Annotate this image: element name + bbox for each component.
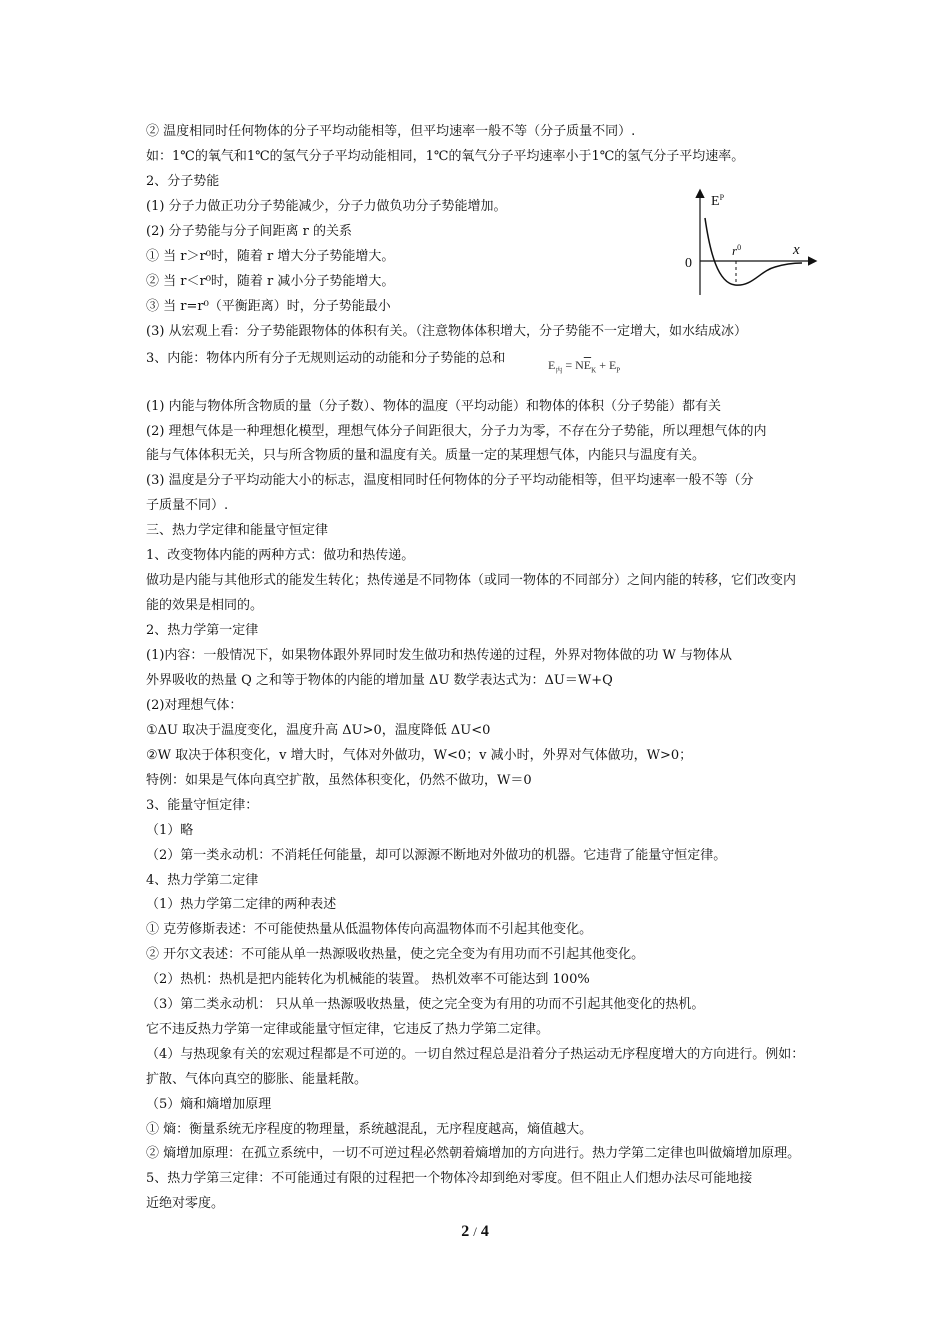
text-line: 如：1℃的氧气和1℃的氢气分子平均动能相同，1℃的氧气分子平均速率小于1℃的氢气分子平均速率。 [146, 149, 745, 164]
text-line: 近绝对零度。 [146, 1196, 225, 1211]
page-number: 2 / 4 [461, 1223, 489, 1240]
section-heading: 3、内能：物体内所有分子无规则运动的动能和分子势能的总和 [146, 351, 506, 366]
origin-label: 0 [685, 256, 692, 271]
text-line: 它不违反热力学第一定律或能量守恒定律，它违反了热力学第二定律。 [146, 1022, 550, 1037]
y-axis-label: $E^P$ [711, 193, 725, 209]
text-line: 做功是内能与其他形式的能发生转化；热传递是不同物体（或同一物体的不同部分）之间内能的转移，它们改变内 [146, 573, 797, 588]
potential-curve [705, 218, 802, 285]
text-line: 能的效果是相同的。 [146, 598, 264, 613]
text-line: （2）第一类永动机：不消耗任何能量，却可以源源不断地对外做功的机器。它违背了能量守恒定律。 [146, 848, 727, 863]
text-line: 子质量不同）. [146, 498, 229, 513]
text-line: ①ΔU 取决于温度变化，温度升高 ΔU>0，温度降低 ΔU<0 [146, 723, 491, 738]
text-line: 扩散、气体向真空的膨胀、能量耗散。 [146, 1072, 368, 1087]
text-line: （5）熵和熵增加原理 [146, 1097, 272, 1112]
text-line: (1) 内能与物体所含物质的量（分子数）、物体的温度（平均动能）和物体的体积（分子势能）都有关 [146, 399, 722, 414]
text-line: （1）略 [146, 823, 194, 838]
internal-energy-formula: $E_内 = N\overline{E}_K + E_P$ [548, 358, 621, 375]
text-line: (1)内容：一般情况下，如果物体跟外界同时发生做功和热传递的过程，外界对物体做的功 W 与物体从 [146, 648, 733, 663]
text-line: (2)对理想气体： [146, 698, 243, 713]
text-line: 外界吸收的热量 Q 之和等于物体的内能的增加量 ΔU 数学表达式为：ΔU＝W+Q [146, 673, 613, 688]
section-heading: 4、热力学第二定律 [146, 873, 259, 888]
section-heading: 3、能量守恒定律： [146, 798, 259, 813]
text-line: (2) 分子势能与分子间距离 r 的关系 [146, 224, 353, 239]
text-line: ② 温度相同时任何物体的分子平均动能相等，但平均速率一般不等（分子质量不同）. [146, 124, 636, 139]
text-line: （3）第二类永动机： 只从单一热源吸收热量，使之完全变为有用的功而不引起其他变化的热机。 [146, 997, 705, 1012]
text-line: (3) 从宏观上看：分子势能跟物体的体积有关。（注意物体体积增大，分子势能不一定增大，如水结成冰） [146, 324, 748, 339]
text-line: ① 克劳修斯表述：不可能使热量从低温物体传向高温物体而不引起其他变化。 [146, 922, 593, 937]
section-heading: 三、热力学定律和能量守恒定律 [146, 523, 329, 538]
text-line: 1、改变物体内能的两种方式：做功和热传递。 [146, 548, 415, 563]
text-line: ②W 取决于体积变化，v 增大时，气体对外做功，W<0；v 减小时，外界对气体做功，W>0； [146, 748, 693, 763]
r0-label: $r^0$ [732, 243, 742, 258]
section-heading: 2、热力学第一定律 [146, 623, 259, 638]
text-line: ① 熵：衡量系统无序程度的物理量，系统越混乱，无序程度越高，熵值越大。 [146, 1122, 593, 1137]
text-line: ① 当 r＞r⁰时，随着 r 增大分子势能增大。 [146, 249, 395, 264]
text-line: ② 开尔文表述：不可能从单一热源吸收热量，使之完全变为有用功而不引起其他变化。 [146, 947, 645, 962]
text-line: （4）与热现象有关的宏观过程都是不可逆的。一切自然过程总是沿着分子热运动无序程度增大的方向进行。例如： [146, 1047, 805, 1062]
text-line: ③ 当 r=r⁰（平衡距离）时，分子势能最小 [146, 299, 391, 314]
section-heading: 2、分子势能 [146, 174, 220, 189]
potential-energy-graph [680, 183, 825, 298]
text-line: ② 熵增加原理：在孤立系统中，一切不可逆过程必然朝着熵增加的方向进行。热力学第二定律也叫做熵增加原理。 [146, 1146, 801, 1161]
text-line: 特例：如果是气体向真空扩散，虽然体积变化，仍然不做功，W＝0 [146, 773, 532, 788]
text-line: （1）热力学第二定律的两种表述 [146, 897, 337, 912]
text-line: (2) 理想气体是一种理想化模型，理想气体分子间距很大，分子力为零，不存在分子势能，所以理想气体的内 [146, 424, 767, 439]
text-line: (3) 温度是分子平均动能大小的标志，温度相同时任何物体的分子平均动能相等，但平均速率一般不等（分 [146, 473, 754, 488]
text-line: （2）热机：热机是把内能转化为机械能的装置。 热机效率不可能达到 100% [146, 972, 590, 987]
text-line: 能与气体体积无关，只与所含物质的量和温度有关。质量一定的某理想气体，内能只与温度有关。 [146, 448, 706, 463]
text-line: (1) 分子力做正功分子势能减少，分子力做负功分子势能增加。 [146, 199, 507, 214]
section-heading: 5、热力学第三定律：不可能通过有限的过程把一个物体冷却到绝对零度。但不阻止人们想办法尽可能地接 [146, 1171, 753, 1186]
x-axis-label: x [793, 242, 800, 258]
text-line: ② 当 r＜r⁰时，随着 r 减小分子势能增大。 [146, 274, 395, 289]
